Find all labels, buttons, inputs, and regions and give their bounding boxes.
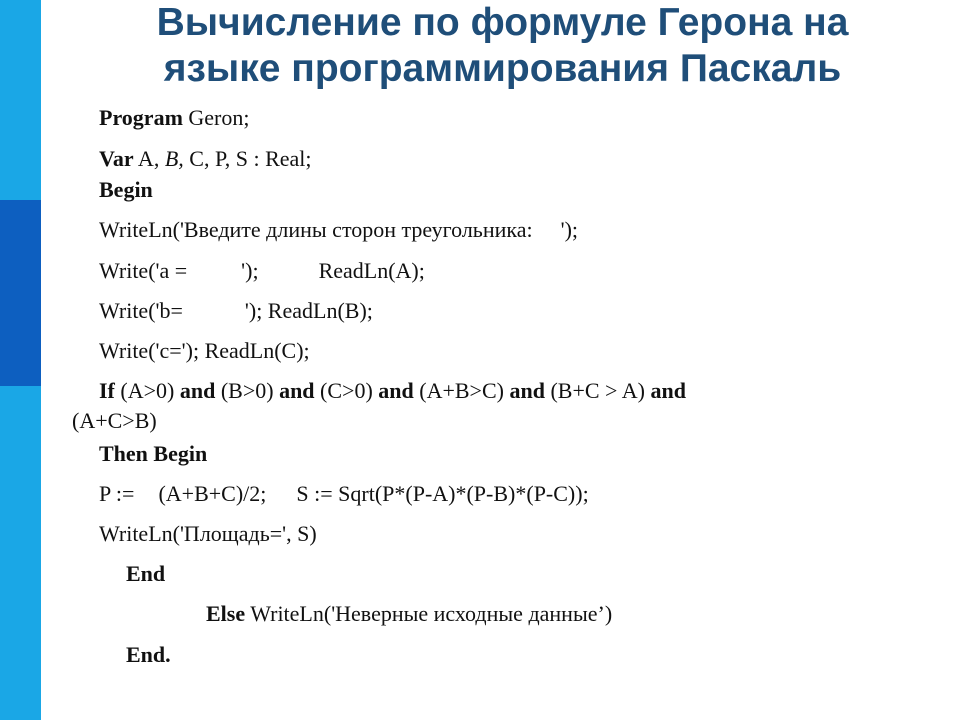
code-line-end: End bbox=[126, 561, 166, 586]
slide-title-line-2: языке программирования Паскаль bbox=[163, 47, 842, 90]
code-line-writeln-prompt: WriteLn('Введите длины сторон треугольника: '); bbox=[99, 217, 579, 242]
code-line-read-b: Write('b= '); ReadLn(B); bbox=[99, 298, 373, 323]
slide-title bbox=[55, 0, 950, 92]
code-line-else: Else WriteLn('Неверные исходные данные’) bbox=[206, 601, 613, 626]
code-line-read-c: Write('c='); ReadLn(C); bbox=[99, 338, 310, 363]
code-line-if-condition: If (A>0) and (B>0) and (C>0) and (A+B>C) and (B+C > A) and bbox=[99, 378, 686, 403]
code-line-read-a: Write('a = '); ReadLn(A); bbox=[99, 258, 425, 283]
code-line-writeln-area: WriteLn('Площадь=', S) bbox=[99, 521, 317, 546]
code-line-end-final: End. bbox=[126, 642, 171, 667]
code-line-var: Var A, B, C, P, S : Real; bbox=[99, 146, 312, 171]
slide-title-line-1: Вычисление по формуле Герона на bbox=[156, 1, 849, 44]
code-line-program: Program Geron; bbox=[99, 105, 250, 130]
code-line-then-begin: Then Begin bbox=[99, 441, 208, 466]
code-line-compute: P := (A+B+C)/2; S := Sqrt(P*(P-A)*(P-B)*(P-C)); bbox=[99, 481, 589, 506]
code-line-begin: Begin bbox=[99, 177, 153, 202]
left-accent-band bbox=[0, 200, 41, 386]
left-accent-bar bbox=[0, 0, 41, 720]
code-line-if-condition-cont: (A+C>B) bbox=[72, 408, 157, 433]
